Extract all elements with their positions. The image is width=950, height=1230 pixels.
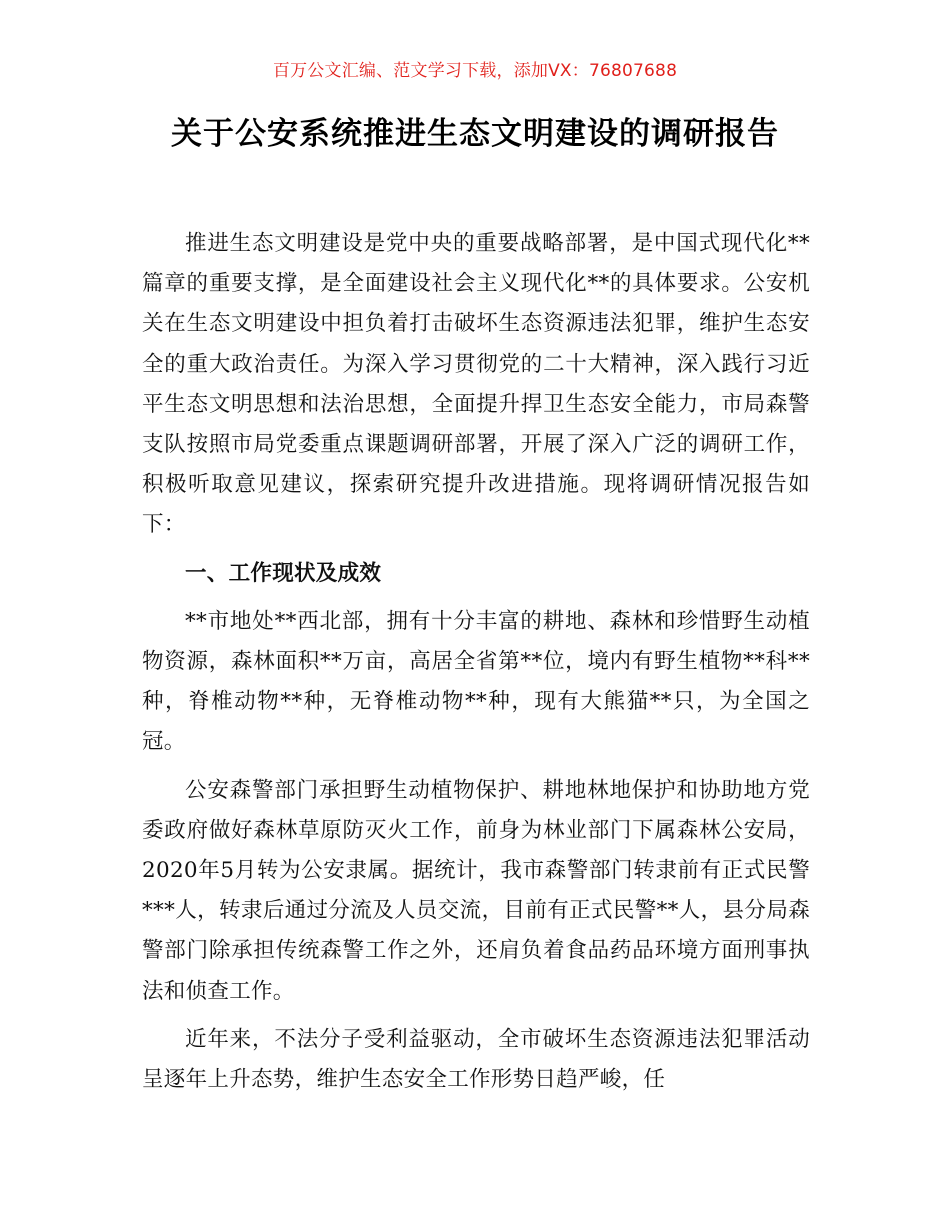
- body-paragraph-1: **市地处**西北部，拥有十分丰富的耕地、森林和珍惜野生动植物资源，森林面积**万亩，高居全省第**位，境内有野生植物**科**种，脊椎动物**种，无脊椎动物**种，现有大熊猫**只，为全国之冠。: [142, 608, 810, 755]
- document-title: 关于公安系统推进生态文明建设的调研报告: [171, 116, 779, 152]
- body-paragraph-2: 公安森警部门承担野生动植物保护、耕地林地保护和协助地方党委政府做好森林草原防灭火工作，前身为林业部门下属森林公安局，2020年5月转为公安隶属。据统计，我市森警部门转隶前有正式民警***人，转隶后通过分流及人员交流，目前有正式民警**人，县分局森警部门除承担传统森警工作之外，还肩负着食品药品环境方面刑事执法和侦查工作。: [142, 777, 810, 1004]
- section-heading: 一、工作现状及成效: [185, 560, 382, 586]
- intro-paragraph: 推进生态文明建设是党中央的重要战略部署，是中国式现代化**篇章的重要支撑，是全面建设社会主义现代化**的具体要求。公安机关在生态文明建设中担负着打击破坏生态资源违法犯罪，维护生态安全的重大政治责任。为深入学习贯彻党的二十大精神，深入践行习近平生态文明思想和法治思想，全面提升捍卫生态安全能力，市局森警支队按照市局党委重点课题调研部署，开展了深入广泛的调研工作，积极听取意见建议，探索研究提升改进措施。现将调研情况报告如下：: [142, 231, 810, 538]
- body-paragraph-3: 近年来，不法分子受利益驱动，全市破坏生态资源违法犯罪活动呈逐年上升态势，维护生态安全工作形势日趋严峻，任: [142, 1026, 810, 1093]
- document-body: [142, 224, 810, 1108]
- promo-banner: 百万公文汇编、范文学习下载，添加VX：76807688: [272, 61, 678, 81]
